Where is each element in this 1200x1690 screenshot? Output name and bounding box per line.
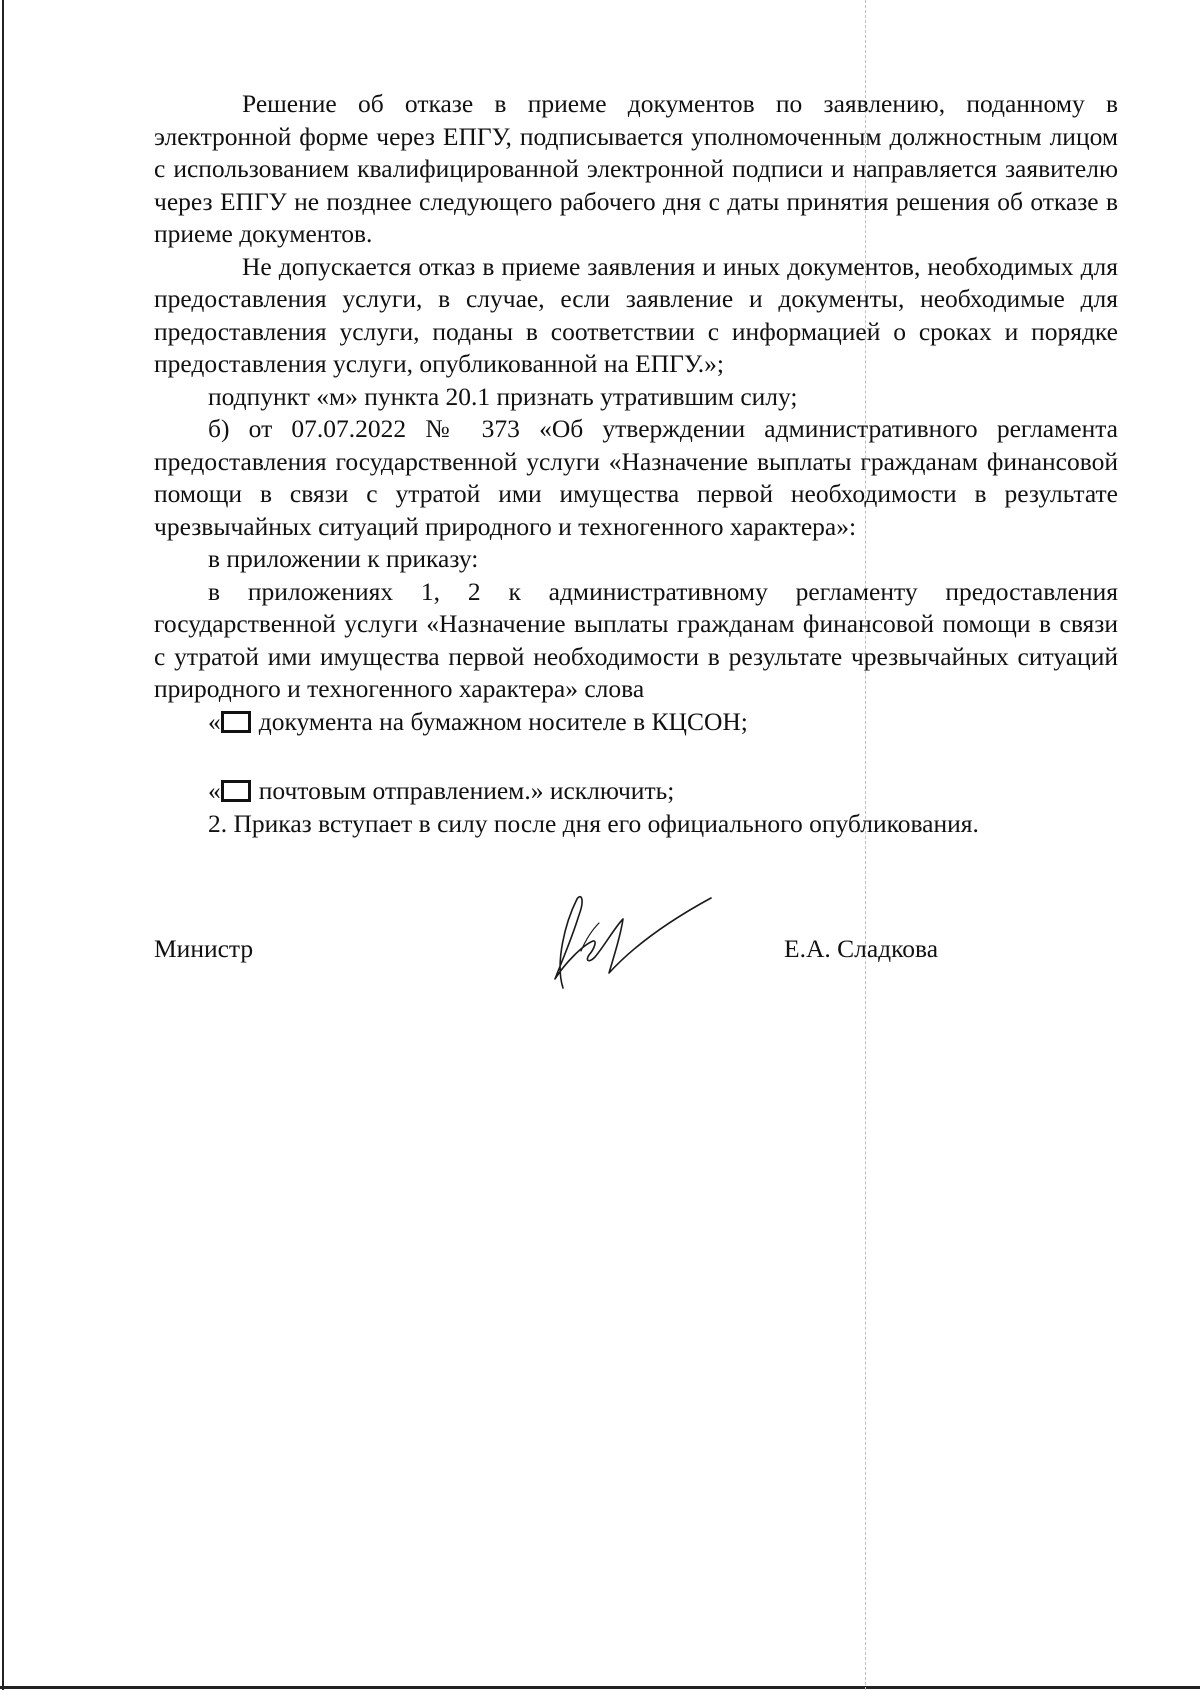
paragraph-order-373: б) от 07.07.2022 № 373 «Об утверждении административного регламента предоставления государственной услуги «Назначение выплаты гражданам финансовой помощи в связи с утратой ими имущества первой необходимости в результате чрезвычайных ситуаций природного и техногенного характера»: (154, 414, 1118, 541)
paragraph-appendix: в приложении к приказу: (208, 544, 479, 573)
paragraph-appendices-1-2: в приложениях 1, 2 к административному регламенту предоставления государственной услуги «Назначение выплаты гражданам финансовой помощи в связи с утратой ими имущества первой необходимости в результате чрезвычайных ситуаций природного и техногенного характера» слова (154, 576, 1118, 703)
document-body (154, 88, 1118, 840)
signatory-title: Министр (154, 934, 254, 963)
redaction-box (221, 711, 251, 733)
quote-text: документа на бумажном носителе в КЦСОН; (258, 706, 748, 736)
quote-line-postal (154, 775, 1118, 808)
signature-row (154, 934, 1118, 994)
redaction-box (221, 780, 251, 802)
scan-edge-left (2, 0, 4, 1690)
quote-line-paper-document (154, 706, 1118, 739)
signatory-name: Е.А. Сладкова (784, 934, 939, 963)
paragraph-subitem-m: подпункт «м» пункта 20.1 признать утратившим силу; (208, 381, 798, 411)
quote-open-mark: « (208, 706, 221, 736)
paragraph-refusal-not-allowed: Не допускается отказ в приеме заявления и иных документов, необходимых для предоставления услуги, в случае, если заявление и документы, необходимые для предоставления услуги, поданы в соответствии с информацией о сроках и порядке предоставления услуги, опубликованной на ЕПГУ.»; (154, 251, 1118, 378)
paragraph-final-clause: 2. Приказ вступает в силу после дня его официального опубликования. (208, 808, 979, 838)
scan-edge-bottom (0, 1686, 1200, 1689)
paragraph-refusal-decision: Решение об отказе в приеме документов по заявлению, поданному в электронной форме через ЕПГУ, подписывается уполномоченным должностным лицом с использованием квалифицированной электронной подписи и направляется заявителю через ЕПГУ не позднее следующего рабочего дня с даты принятия решения об отказе в приеме документов. (154, 89, 1118, 248)
quote-open-mark: « (208, 776, 221, 805)
quote-text: почтовым отправлением.» исключить; (258, 776, 675, 805)
